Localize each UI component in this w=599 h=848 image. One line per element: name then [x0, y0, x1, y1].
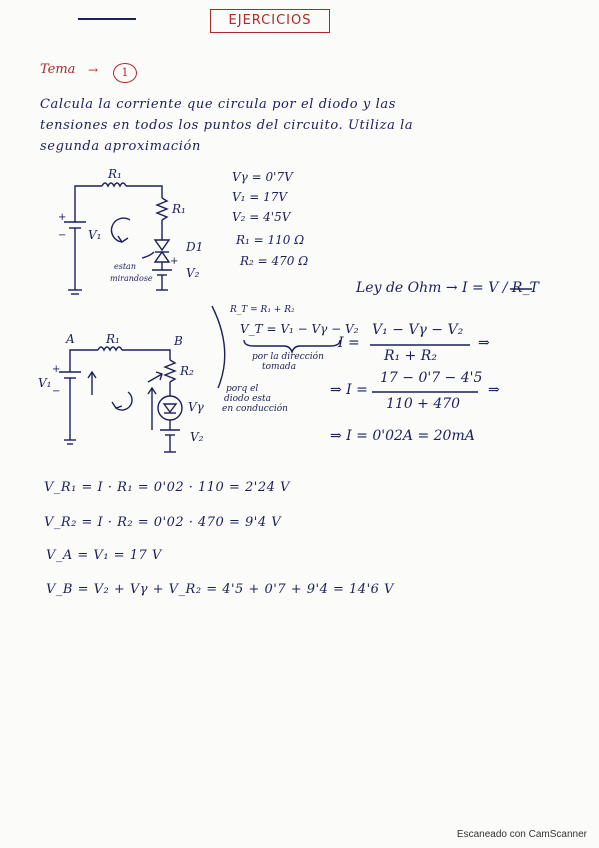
- c2-v2-label: V₂: [190, 430, 204, 444]
- circuit-2: [59, 347, 182, 452]
- c1-plus: +: [58, 212, 67, 223]
- connector-curve: [212, 306, 225, 388]
- result-vr1: V_R₁ = I · R₁ = 0'02 · 110 = 2'24 V: [44, 480, 290, 495]
- c1-minus: −: [58, 230, 67, 241]
- c1-v1-label: V₁: [88, 228, 102, 242]
- result-va: V_A = V₁ = 17 V: [46, 548, 162, 563]
- c2-minus: −: [52, 386, 61, 397]
- statement-line-3: segunda aproximación: [40, 139, 201, 154]
- c1-d1-label: D1: [186, 240, 204, 254]
- i-denominator: R₁ + R₂: [384, 348, 437, 364]
- c2-vgamma-label: Vγ: [188, 400, 204, 414]
- c2-note-1: porq el: [226, 384, 259, 394]
- data-r1: R₁ = 110 Ω: [236, 233, 305, 247]
- ohm-law-text: Ley de Ohm → I = V / R_T: [356, 280, 539, 296]
- c2-node-b: B: [174, 334, 183, 348]
- c2-r1-label: R₁: [106, 332, 120, 346]
- ohm-direction-2: tomada: [262, 362, 297, 372]
- c2-note-2: diodo esta: [224, 394, 272, 404]
- i-arrow: ⇒: [478, 335, 490, 351]
- tema-number: 1: [113, 63, 137, 83]
- data-v1: V₁ = 17V: [232, 190, 288, 204]
- statement-line-2: tensiones en todos los puntos del circuito. Utiliza la: [40, 118, 414, 133]
- c1-r2-label: R₁: [172, 202, 186, 216]
- statement-line-1: Calcula la corriente que circula por el diodo y las: [40, 97, 396, 112]
- ohm-rt: R_T = R₁ + R₂: [230, 305, 295, 315]
- calc-arrow: ⇒: [488, 382, 500, 398]
- c1-r1-label: R₁: [108, 167, 122, 181]
- ohm-vt: V_T = V₁ − Vγ − V₂: [240, 322, 359, 336]
- data-v2: V₂ = 4'5V: [232, 210, 291, 224]
- c1-v2-plus: +: [170, 256, 179, 267]
- c1-note-2: mirandose: [110, 274, 153, 283]
- c1-note-1: estan: [114, 262, 136, 271]
- calc-denominator: 110 + 470: [386, 396, 461, 412]
- result-vr2: V_R₂ = I · R₂ = 0'02 · 470 = 9'4 V: [44, 515, 282, 530]
- scanner-footer: Escaneado con CamScanner: [456, 829, 587, 840]
- c2-note-3: en conducción: [222, 404, 288, 414]
- current-result: ⇒ I = 0'02A = 20mA: [330, 428, 475, 444]
- vt-brace: [244, 340, 340, 352]
- c2-plus: +: [52, 364, 61, 375]
- i-numerator: V₁ − Vγ − V₂: [372, 322, 464, 338]
- c2-v1-label: V₁: [38, 376, 52, 390]
- calc-prefix: ⇒ I =: [330, 382, 368, 398]
- result-vb: V_B = V₂ + Vγ + V_R₂ = 4'5 + 0'7 + 9'4 = 14'6 V: [46, 582, 394, 597]
- data-r2: R₂ = 470 Ω: [240, 254, 309, 268]
- c2-node-a: A: [66, 332, 75, 346]
- c1-v2-label: V₂: [186, 266, 200, 280]
- tema-label: Tema: [40, 62, 76, 77]
- ohm-direction-1: por la dirección: [252, 352, 324, 362]
- calc-numerator: 17 − 0'7 − 4'5: [380, 370, 483, 386]
- page-title: EJERCICIOS: [210, 9, 330, 33]
- data-vgamma: Vγ = 0'7V: [232, 170, 293, 184]
- tema-arrow: →: [88, 63, 99, 77]
- c2-r2-label: R₂: [180, 364, 194, 378]
- ohm-law: [356, 280, 539, 296]
- i-prefix: I =: [338, 335, 360, 351]
